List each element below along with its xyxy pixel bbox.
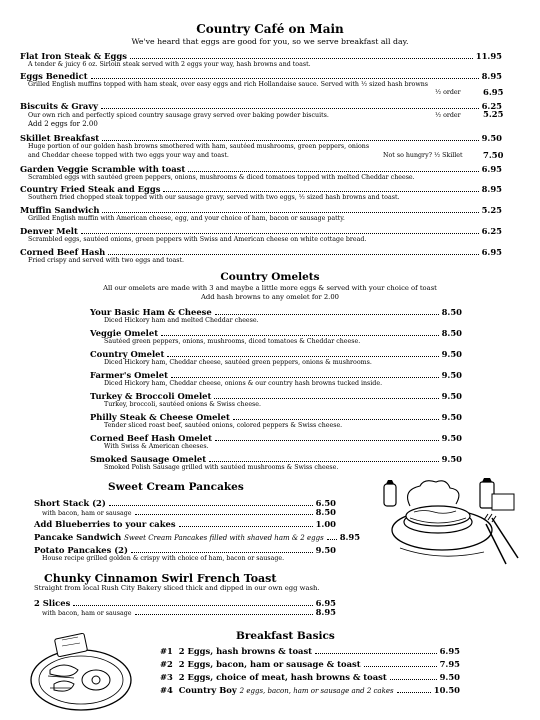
section-title-omelets: Country Omelets [220,271,320,283]
subitem-name: with bacon, ham or sausage [42,510,132,517]
item-name: Veggie Omelet [90,328,159,338]
item-description: Diced Hickory ham, Cheddar cheese, sautéed green peppers, onions & mushrooms. [104,359,372,366]
item-name: Smoked Sausage Omelet [90,454,207,464]
half-order-note: ½ order [435,89,461,96]
menu-item [20,184,502,194]
item-price: 11.95 [475,51,502,61]
item-name: Skillet Breakfast [20,133,100,143]
leader-dots [233,419,439,420]
item-name: Denver Melt [20,226,78,236]
item-description: With Swiss & American cheeses. [104,443,209,450]
item-price: 6.95 [481,164,502,174]
leader-dots [179,526,313,527]
item-name: 2 Slices [34,598,71,608]
leader-dots [327,539,337,540]
item-number: #3 [160,672,173,682]
item-inline-description: 2 eggs, bacon, ham or sausage and 2 cakes [239,687,394,695]
leader-dots [135,514,313,515]
leader-dots [163,191,478,192]
section-title-french-toast: Chunky Cinnamon Swirl French Toast [44,572,277,585]
pancake-stack-illustration [380,478,520,570]
item-price: 6.95 [315,598,336,608]
item-description: Fried crispy and served with two eggs and toast. [28,257,185,264]
menu-item [20,205,502,215]
item-price: 9.50 [441,433,462,443]
item-price: 8.95 [481,184,502,194]
item-number: #4 [160,685,173,695]
item-name: Turkey & Broccoli Omelet [90,391,212,401]
menu-item [90,391,462,401]
french-toast-description: Straight from local Rush City Bakery sliced thick and dipped in our own egg wash. [34,584,320,592]
item-name: Farmer's Omelet [90,370,168,380]
half-skillet-price: 7.50 [483,150,504,160]
item-price: 9.50 [441,349,462,359]
leader-dots [102,140,478,141]
item-price: 5.25 [481,205,502,215]
item-name: 2 Eggs, bacon, ham or sausage & toast [178,659,361,669]
item-inline-description: Sweet Cream Pancakes filled with shaved ham & 2 eggs [124,534,324,542]
menu-item [20,71,502,81]
leader-dots [161,335,439,336]
leader-dots [131,552,313,553]
page-title: Country Café on Main [196,22,344,36]
leader-dots [315,653,437,654]
item-name: Biscuits & Gravy [20,101,99,111]
item-name: Country Fried Steak and Eggs [20,184,161,194]
item-description: Tender sliced roast beef, sautéed onions, colored peppers & Swiss cheese. [104,422,343,429]
subitem-price: 8.50 [315,507,336,517]
half-order-price: 5.25 [483,109,504,119]
leader-dots [364,666,437,667]
item-description-2: and Cheddar cheese topped with two eggs your way and toast. [28,152,229,159]
menu-item [90,454,462,464]
item-number: #1 [160,646,173,656]
leader-dots [215,440,439,441]
item-name: Add Blueberries to your cakes [34,519,176,529]
menu-item [34,519,336,529]
tagline: We've heard that eggs are good for you, so we serve breakfast all day. [131,37,409,46]
item-name: Corned Beef Hash Omelet [90,433,213,443]
item-name: Flat Iron Steak & Eggs [20,51,127,61]
leader-dots [171,377,439,378]
item-price: 6.95 [481,247,502,257]
section-title-basics: Breakfast Basics [236,630,335,642]
item-description: Turkey, broccoli, sautéed onions & Swiss cheese. [104,401,262,408]
item-name: Your Basic Ham & Cheese [90,307,212,317]
leader-dots [135,614,313,615]
item-description: Grilled English muffins topped with ham steak, over easy eggs and rich Hollandaise sauce. Served with ½ sized hash browns [28,81,429,88]
item-price: 1.00 [315,519,336,529]
menu-item [90,349,462,359]
item-name: 2 Eggs, choice of meat, hash browns & toast [178,672,387,682]
item-name: Corned Beef Hash [20,247,106,257]
item-description: Sautéed green peppers, onions, mushrooms, diced tomatoes & Cheddar cheese. [104,338,361,345]
item-name: Garden Veggie Scramble with toast [20,164,186,174]
item-name: Short Stack (2) [34,498,106,508]
leader-dots [130,58,473,59]
item-description: Diced Hickory ham, Cheddar cheese, onions & our country hash browns tucked inside. [104,380,383,387]
menu-item [160,646,460,656]
half-order-note: ½ order [435,112,461,119]
item-name: 2 Eggs, hash browns & toast [178,646,313,656]
item-price: 6.25 [481,101,502,111]
item-price: 10.50 [433,685,460,695]
item-price: 9.50 [315,545,336,555]
item-description: Smoked Polish Sausage grilled with sautéed mushrooms & Swiss cheese. [104,464,339,471]
leader-dots [215,314,439,315]
menu-item [20,51,502,61]
leader-dots [102,212,478,213]
item-price: 8.95 [339,532,361,542]
item-name: Potato Pancakes (2) [34,545,128,555]
item-name: Muffin Sandwich [20,205,100,215]
omelet-note: All our omelets are made with 3 and maybe a little more eggs & served with your choice of toast [103,284,437,292]
item-description: Grilled English muffin with American cheese, egg, and your choice of ham, bacon or sausage patty. [28,215,345,222]
leader-dots [81,233,479,234]
menu-subitem [42,507,336,517]
item-name: Pancake Sandwich [34,532,122,542]
item-description: Diced Hickory ham and melted Cheddar cheese. [104,317,259,324]
subitem-price: 8.95 [315,607,336,617]
item-price: 6.50 [315,498,336,508]
leader-dots [91,78,479,79]
subitem-name: with bacon, ham or sausage [42,610,132,617]
item-price: 9.50 [441,454,462,464]
menu-subitem [42,607,336,617]
menu-item [20,247,502,257]
half-skillet-note: Not so hungry? ½ Skillet [383,152,463,159]
item-name: Country Boy [178,685,237,695]
leader-dots [108,254,478,255]
menu-item [90,412,462,422]
item-name: Philly Steak & Cheese Omelet [90,412,230,422]
item-description: Huge portion of our golden hash browns smothered with ham, sautéed mushrooms, green peppers, onions [28,143,370,150]
item-price: 8.95 [481,71,502,81]
item-price: 6.95 [439,646,460,656]
item-price: 7.95 [439,659,460,669]
menu-item [90,328,462,338]
add-on-note: Add 2 eggs for 2.00 [28,120,98,128]
leader-dots [73,605,312,606]
item-description: Our own rich and perfectly spiced country sausage gravy served over baking powder biscuits. [28,112,329,119]
menu-item [160,685,460,695]
leader-dots [214,398,438,399]
item-price: 9.50 [441,412,462,422]
menu-item [34,532,361,542]
half-order-price: 6.95 [483,87,504,97]
item-price: 6.25 [481,226,502,236]
item-price: 9.50 [481,133,502,143]
item-price: 9.50 [441,391,462,401]
leader-dots [101,108,479,109]
menu-item [20,226,502,236]
menu-item [90,433,462,443]
breakfast-plate-illustration [26,630,136,714]
menu-item [160,672,460,682]
item-price: 9.50 [441,370,462,380]
item-description: House recipe grilled golden & crispy with choice of ham, bacon or sausage. [42,555,285,562]
menu-item [20,133,502,143]
item-description: Scrambled eggs, sautéed onions, green peppers with Swiss and American cheese on white cottage bread. [28,236,367,243]
omelet-hashbrown-note: Add hash browns to any omelet for 2.00 [201,293,339,301]
leader-dots [397,692,431,693]
menu-item [90,307,462,317]
item-price: 8.50 [441,307,462,317]
section-title-pancakes: Sweet Cream Pancakes [108,481,244,493]
menu-item [160,659,460,669]
item-description: Scrambled eggs with sautéed green peppers, onions, mushrooms & diced tomatoes topped with melted Cheddar cheese. [28,174,415,181]
leader-dots [209,461,439,462]
leader-dots [109,505,313,506]
menu-item [20,164,502,174]
menu-item [90,370,462,380]
item-name: Eggs Benedict [20,71,88,81]
leader-dots [167,356,438,357]
leader-dots [188,171,478,172]
item-description: Southern fried chopped steak topped with our sausage gravy, served with two eggs, ½ sized hash browns and toast. [28,194,400,201]
item-number: #2 [160,659,173,669]
item-price: 9.50 [439,672,460,682]
menu-item [20,101,502,111]
menu-item [34,545,336,555]
item-description: A tender & juicy 6 oz. Sirloin steak served with 2 eggs your way, hash browns and toast. [28,61,311,68]
item-name: Country Omelet [90,349,165,359]
item-price: 8.50 [441,328,462,338]
leader-dots [390,679,437,680]
